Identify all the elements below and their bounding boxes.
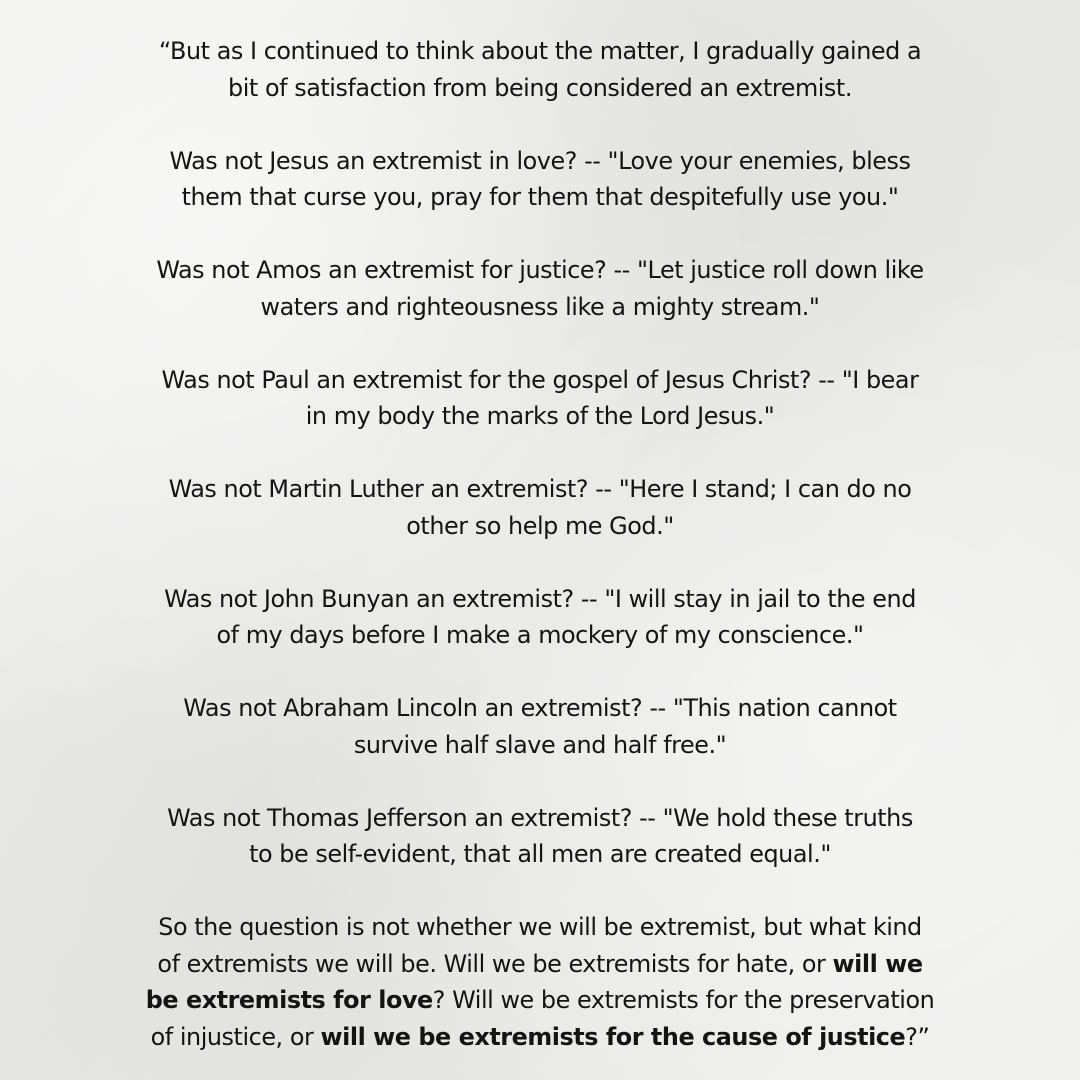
- text-line: in my body the marks of the Lord Jesus.": [305, 402, 775, 430]
- paragraph-jesus: [80, 143, 1000, 216]
- text-line: Was not Abraham Lincoln an extremist? -- "This nation cannot: [183, 694, 897, 722]
- text-line: Was not Paul an extremist for the gospel of Jesus Christ? -- "I bear: [161, 365, 919, 394]
- text-line: [80, 946, 1000, 983]
- text-line: other so help me God.": [406, 511, 674, 540]
- text-line: Was not Jesus an extremist in love? -- "Love your enemies, bless: [169, 146, 911, 175]
- text-line: “But as I continued to think about the matter, I gradually gained a: [158, 37, 922, 65]
- text-line: to be self-evident, that all men are created equal.": [249, 840, 831, 868]
- text-line: Was not Amos an extremist for justice? -- "Let justice roll down like: [156, 256, 924, 284]
- paragraph-conclusion: [80, 909, 1000, 1055]
- paragraph-luther: [80, 471, 1000, 544]
- paragraph-intro: [80, 33, 1000, 106]
- text-line: survive half slave and half free.": [353, 730, 727, 759]
- emphasis-text: be extremists for love: [145, 986, 433, 1014]
- emphasis-text: will we be extremists for the cause of justice: [320, 1022, 906, 1051]
- text-line: Was not Martin Luther an extremist? -- "Here I stand; I can do no: [168, 475, 912, 503]
- paragraph-amos: [80, 252, 1000, 325]
- text-line: waters and righteousness like a mighty stream.": [260, 292, 820, 321]
- text-line: [80, 982, 1000, 1019]
- text-line: bit of satisfaction from being considered an extremist.: [228, 73, 852, 102]
- text-segment: of injustice, or: [150, 1022, 321, 1051]
- text-line: [80, 1019, 1000, 1056]
- text-segment: ?”: [905, 1022, 930, 1051]
- quote-block: [80, 33, 1000, 1055]
- paragraph-paul: [80, 362, 1000, 435]
- text-line: Was not John Bunyan an extremist? -- "I will stay in jail to the end: [164, 584, 916, 613]
- text-line: them that curse you, pray for them that despitefully use you.": [181, 183, 899, 211]
- text-segment: of extremists we will be. Will we be extremists for hate, or: [157, 949, 833, 978]
- paragraph-lincoln: [80, 690, 1000, 763]
- emphasis-text: will we: [832, 949, 923, 978]
- text-line: So the question is not whether we will be extremist, but what kind: [158, 913, 922, 941]
- text-segment: ? Will we be extremists for the preservation: [432, 986, 935, 1014]
- text-line: Was not Thomas Jefferson an extremist? -- "We hold these truths: [167, 803, 913, 832]
- text-line: of my days before I make a mockery of my conscience.": [216, 621, 864, 649]
- paragraph-jefferson: [80, 800, 1000, 873]
- paragraph-bunyan: [80, 581, 1000, 654]
